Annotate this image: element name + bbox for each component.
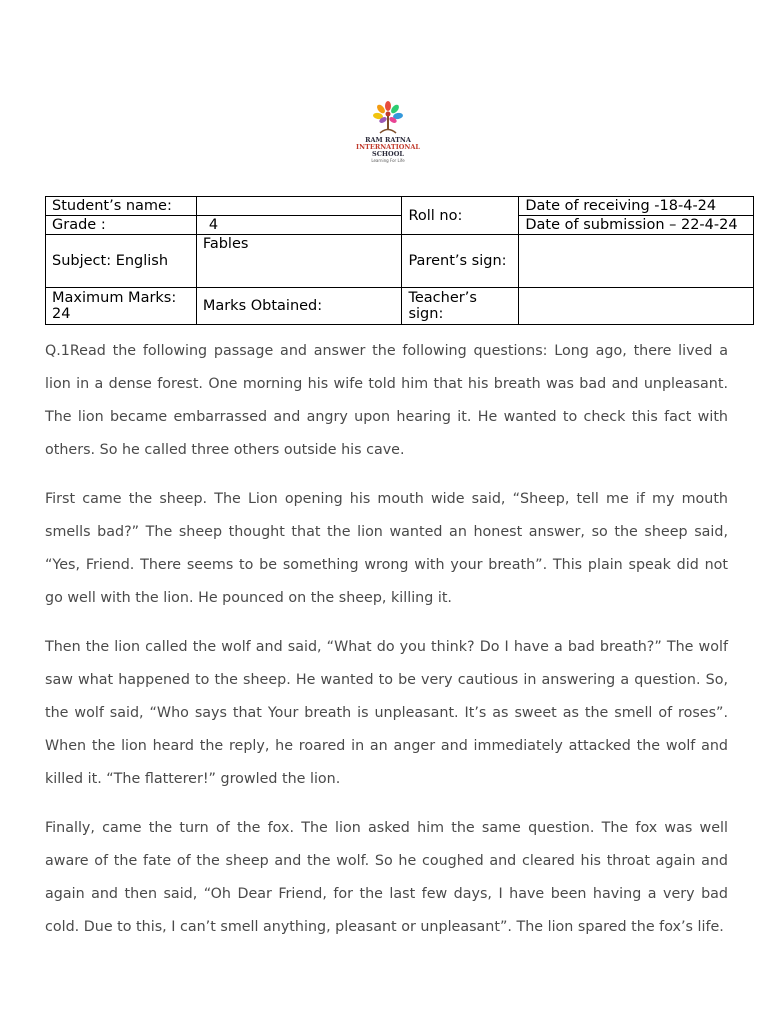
student-name-label: Student’s name: <box>46 197 197 216</box>
grade-value: 4 <box>196 216 402 235</box>
passage-paragraph-3: Then the lion called the wolf and said, “What do you think? Do I have a bad breath?” The wolf saw what happened to the sheep. He wanted to be very cautious in answering a question. So, the wolf said, “Who says that Your breath is unpleasant. It’s as sweet as the smell of roses”. When the lion heard the reply, he roared in an anger and immediately attacked the wolf and killed it. “The flatterer!” growled the lion. <box>45 639 728 787</box>
teacher-sign-label: Teacher’s sign: <box>402 288 519 325</box>
student-name-field[interactable] <box>196 197 402 216</box>
roll-no-label: Roll no: <box>402 197 519 235</box>
logo-tagline: Learning For Life <box>371 158 405 163</box>
parent-sign-field[interactable] <box>519 235 754 288</box>
maximum-marks: Maximum Marks: 24 <box>46 288 197 325</box>
logo-line-1: RAM RATNA <box>365 136 411 144</box>
passage-paragraph-4: Finally, came the turn of the fox. The lion asked him the same question. The fox was well aware of the fate of the sheep and the wolf. So he coughed and cleared his throat again and again and then said, “Oh Dear Friend, for the last few days, I have been having a very bad cold. Due to this, I can’t smell anything, pleasant or unpleasant”. The lion spared the fox’s life. <box>45 820 728 935</box>
school-logo <box>344 100 432 174</box>
subject-label: Subject: English <box>46 235 197 288</box>
date-of-submission: Date of submission – 22-4-24 <box>519 216 754 235</box>
logo-line-3: SCHOOL <box>372 150 404 158</box>
marks-obtained-label: Marks Obtained: <box>196 288 402 325</box>
subject-value: Fables <box>196 235 402 288</box>
student-info-table <box>45 196 754 325</box>
teacher-sign-field[interactable] <box>519 288 754 325</box>
passage-paragraph-1: Q.1Read the following passage and answer the following questions: Long ago, there lived a lion in a dense forest. One morning his wife told him that his breath was bad and unpleasant. The lion became embarrassed and angry upon hearing it. He wanted to check this fact with others. So he called three others outside his cave. <box>45 343 728 458</box>
passage <box>45 335 728 960</box>
tree-logo-icon <box>368 100 408 136</box>
date-of-receiving: Date of receiving -18-4-24 <box>519 197 754 216</box>
logo-line-2: INTERNATIONAL <box>356 143 420 151</box>
parent-sign-label: Parent’s sign: <box>402 235 519 288</box>
grade-label: Grade : <box>46 216 197 235</box>
passage-paragraph-2: First came the sheep. The Lion opening his mouth wide said, “Sheep, tell me if my mouth smells bad?” The sheep thought that the lion wanted an honest answer, so the sheep said, “Yes, Friend. There seems to be something wrong with your breath”. This plain speak did not go well with the lion. He pounced on the sheep, killing it. <box>45 491 728 606</box>
